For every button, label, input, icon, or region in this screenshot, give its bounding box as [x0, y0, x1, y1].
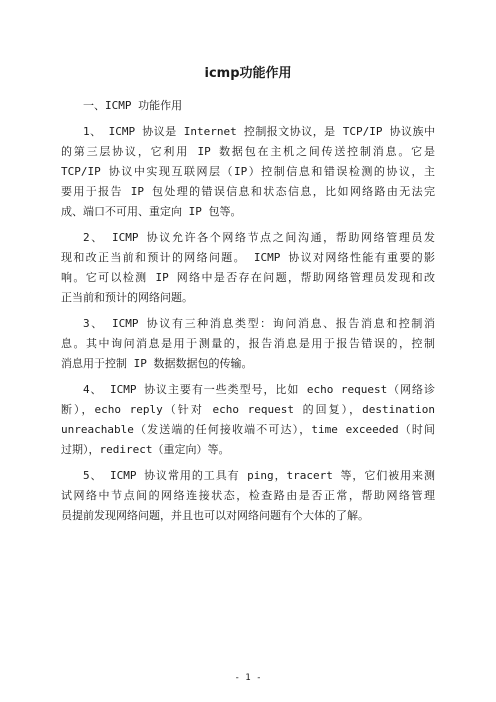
paragraph-line: TCP/IP 协议中实现互联网层（IP）控制信息和错误检测的协议，主: [61, 165, 435, 178]
paragraph-line: 过期），redirect（重定向）等。: [61, 443, 230, 456]
paragraph-line: 1、 ICMP 协议是 Internet 控制报文协议，是 TCP/IP 协议族中: [83, 125, 435, 138]
paragraph-line: 响。它可以检测 IP 网络中是否存在问题，帮助网络管理员发现和改: [61, 271, 435, 284]
page-number: - 1 -: [234, 673, 262, 683]
document-body: [61, 96, 435, 532]
paragraph-4: [61, 380, 435, 460]
paragraph-line: 3、 ICMP 协议有三种消息类型：询问消息、报告消息和控制消: [83, 317, 435, 330]
paragraph-line: 员提前发现网络问题，并且也可以对网络问题有个大体的了解。: [61, 509, 369, 522]
paragraph-line: 息。其中询问消息是用于测量的，报告消息是用于报告错误的，控制: [61, 337, 435, 350]
paragraph-line: 4、 ICMP 协议主要有一些类型号，比如 echo request（网络诊: [83, 383, 435, 396]
paragraph-1: [61, 122, 435, 222]
paragraph-5: [61, 466, 435, 526]
paragraph-line: 的第三层协议，它利用 IP 数据包在主机之间传送控制消息。它是: [61, 145, 435, 158]
document-title: icmp功能作用: [204, 66, 292, 81]
paragraph-3: [61, 314, 435, 374]
paragraph-line: 现和改正当前和预计的网络问题。 ICMP 协议对网络性能有重要的影: [61, 251, 435, 264]
paragraph-line: 成、端口不可用、重定向 IP 包等。: [61, 205, 242, 218]
paragraph-line: 正当前和预计的网络问题。: [61, 291, 193, 304]
paragraph-line: 断），echo reply（针对 echo request 的回复），destination: [61, 403, 435, 416]
section-heading: 一、ICMP 功能作用: [83, 99, 183, 112]
paragraph-line: 2、 ICMP 协议允许各个网络节点之间沟通，帮助网络管理员发: [83, 231, 435, 244]
paragraph-line: 要用于报告 IP 包处理的错误信息和状态信息，比如网络路由无法完: [61, 185, 435, 198]
paragraph-line: unreachable（发送端的任何接收端不可达），time exceeded（时间: [61, 423, 435, 436]
paragraph-line: 5、 ICMP 协议常用的工具有 ping，tracert 等，它们被用来测: [83, 469, 435, 482]
paragraph-line: 试网络中节点间的网络连接状态，检查路由是否正常，帮助网络管理: [61, 489, 435, 502]
paragraph-line: 消息用于控制 IP 数据数据包的传输。: [61, 357, 253, 370]
paragraph-2: [61, 228, 435, 308]
